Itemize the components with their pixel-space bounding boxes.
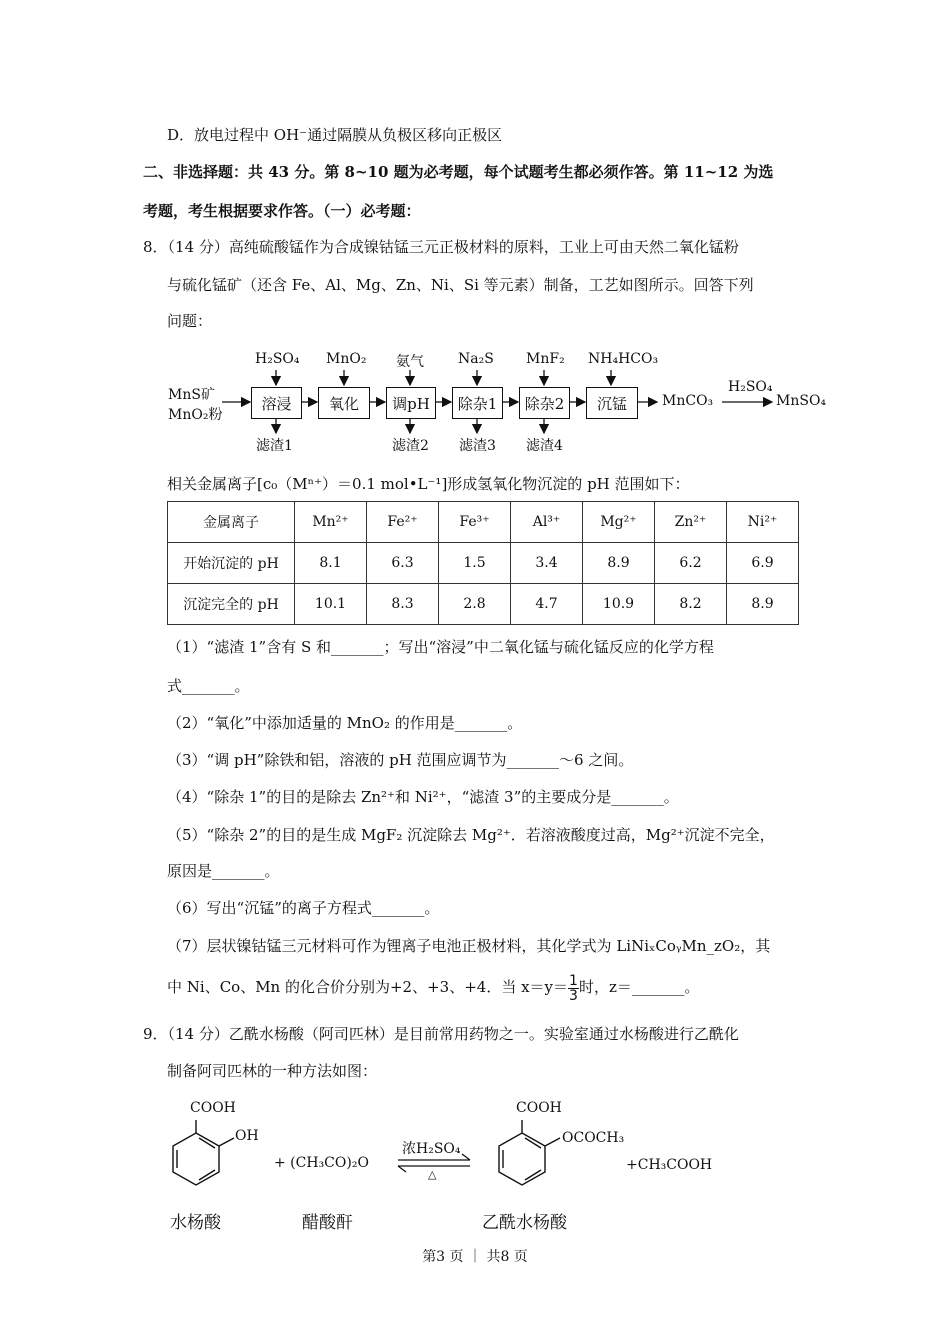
q8-sub7-line1: （7）层状镍钴锰三元材料可作为锂离子电池正极材料，其化学式为 LiNiₓCoᵧMn_zO₂，其 bbox=[167, 937, 771, 955]
label-aspirin: 乙酰水杨酸 bbox=[482, 1213, 567, 1233]
table-cell: 8.1 bbox=[295, 543, 367, 584]
q8-line2: 与硫化锰矿（还含 Fe、Al、Mg、Zn、Ni、Si 等元素）制备，工艺如图所示。回答下列 bbox=[167, 276, 754, 294]
table-cell: 10.1 bbox=[295, 584, 367, 625]
reagent-mnf2: MnF₂ bbox=[526, 351, 565, 367]
reagent-h2so4: H₂SO₄ bbox=[255, 351, 300, 367]
table-cell: 6.9 bbox=[727, 543, 799, 584]
table-header-cell: Mg²⁺ bbox=[583, 502, 655, 543]
q8-sub4: （4）“除杂 1”的目的是除去 Zn²⁺和 Ni²⁺，“滤渣 3”的主要成分是_______。 bbox=[167, 788, 679, 806]
aspirin-ring bbox=[499, 1120, 560, 1185]
table-cell: 6.3 bbox=[367, 543, 439, 584]
q8-sub5-line1: （5）“除杂 2”的目的是生成 MgF₂ 沉淀除去 Mg²⁺．若溶液酸度过高，Mg²⁺沉淀不完全， bbox=[167, 826, 775, 844]
condition-heat: △ bbox=[428, 1168, 437, 1181]
reagent-ammonia: 氨气 bbox=[396, 354, 424, 370]
product-mnso4: MnSO₄ bbox=[776, 393, 827, 409]
step-purify-1: 除杂1 bbox=[452, 387, 503, 419]
q8-sub5-line2: 原因是_______。 bbox=[167, 862, 280, 880]
residue-3: 滤渣3 bbox=[459, 438, 496, 454]
flow-input-mno2: MnO₂粉 bbox=[168, 407, 223, 423]
q9-line1: 9．（14 分）乙酰水杨酸（阿司匹林）是目前常用药物之一。实验室通过水杨酸进行乙酰化 bbox=[143, 1025, 739, 1043]
acetic-acid-byproduct: +CH₃COOH bbox=[626, 1157, 713, 1173]
acetic-anhydride: + (CH₃CO)₂O bbox=[274, 1155, 369, 1171]
table-cell: 8.2 bbox=[655, 584, 727, 625]
table-header-cell: Fe³⁺ bbox=[439, 502, 511, 543]
table-cell: 1.5 bbox=[439, 543, 511, 584]
q8-line3: 问题： bbox=[167, 312, 213, 330]
table-header-cell: Ni²⁺ bbox=[727, 502, 799, 543]
reagent-nh4hco3: NH₄HCO₃ bbox=[588, 351, 659, 367]
option-d: D．放电过程中 OH⁻通过隔膜从负极区移向正极区 bbox=[167, 126, 503, 144]
condition-sulfuric-acid: 浓H₂SO₄ bbox=[402, 1141, 461, 1157]
salicylic-cooh: COOH bbox=[190, 1100, 236, 1116]
reagent-mno2: MnO₂ bbox=[326, 351, 367, 367]
section-heading-line2: 考题，考生根据要求作答。（一）必考题： bbox=[143, 202, 421, 220]
label-acetic-anhydride: 醋酸酐 bbox=[302, 1213, 353, 1233]
reagent-na2s: Na₂S bbox=[458, 351, 494, 367]
table-cell: 4.7 bbox=[511, 584, 583, 625]
step-oxidize: 氧化 bbox=[318, 387, 370, 419]
salicylic-oh: OH bbox=[235, 1128, 259, 1144]
table-cell: 3.4 bbox=[511, 543, 583, 584]
residue-1: 滤渣1 bbox=[256, 438, 293, 454]
table-intro: 相关金属离子[c₀（Mⁿ⁺）＝0.1 mol•L⁻¹]形成氢氧化物沉淀的 pH 范围如下： bbox=[167, 475, 690, 493]
q8-sub6: （6）写出“沉锰”的离子方程式_______。 bbox=[167, 899, 440, 917]
flow-input-mns: MnS矿 bbox=[168, 387, 215, 403]
table-header-cell: Fe²⁺ bbox=[367, 502, 439, 543]
table-cell: 8.9 bbox=[727, 584, 799, 625]
q8-sub3: （3）“调 pH”除铁和铝，溶液的 pH 范围应调节为_______～6 之间。 bbox=[167, 751, 634, 769]
aspirin-ococh3: OCOCH₃ bbox=[562, 1130, 625, 1146]
table-cell: 8.9 bbox=[583, 543, 655, 584]
step-adjust-ph: 调pH bbox=[386, 387, 436, 419]
fraction-numerator: 1 bbox=[569, 972, 578, 989]
q8-sub1-line1: （1）“滤渣 1”含有 S 和_______；写出“溶浸”中二氧化锰与硫化锰反应的化学方程 bbox=[167, 638, 714, 656]
salicylic-acid-ring bbox=[173, 1120, 234, 1185]
arrow-reagent-h2so4: H₂SO₄ bbox=[728, 379, 773, 395]
table-cell: 2.8 bbox=[439, 584, 511, 625]
page-footer: 第3 页 ｜ 共8 页 bbox=[422, 1249, 528, 1265]
table-header-cell: 金属离子 bbox=[168, 502, 295, 543]
q8-sub1-line2: 式_______。 bbox=[167, 677, 250, 695]
table-cell: 8.3 bbox=[367, 584, 439, 625]
step-precipitate-mn: 沉锰 bbox=[586, 387, 638, 419]
step-dissolve: 溶浸 bbox=[251, 387, 302, 419]
table-cell: 沉淀完全的 pH bbox=[168, 584, 295, 625]
q9-line2: 制备阿司匹林的一种方法如图： bbox=[167, 1062, 378, 1080]
table-header-cell: Mn²⁺ bbox=[295, 502, 367, 543]
section-heading-line1: 二、非选择题：共 43 分。第 8~10 题为必考题，每个试题考生都必须作答。第 11~12 为选 bbox=[143, 163, 774, 181]
label-salicylic-acid: 水杨酸 bbox=[170, 1213, 221, 1233]
residue-2: 滤渣2 bbox=[392, 438, 429, 454]
q8-sub7-text-post: 时，z＝_______。 bbox=[578, 978, 700, 996]
residue-4: 滤渣4 bbox=[526, 438, 563, 454]
table-cell: 10.9 bbox=[583, 584, 655, 625]
q8-line1: 8．（14 分）高纯硫酸锰作为合成镍钴锰三元正极材料的原料，工业上可由天然二氧化锰粉 bbox=[143, 238, 739, 256]
table-cell: 6.2 bbox=[655, 543, 727, 584]
q8-sub7-text-pre: 中 Ni、Co、Mn 的化合价分别为+2、+3、+4．当 x＝y＝ bbox=[167, 978, 569, 996]
fraction-denominator: 3 bbox=[569, 987, 578, 1004]
q8-sub2: （2）“氧化”中添加适量的 MnO₂ 的作用是_______。 bbox=[167, 714, 523, 732]
product-mnco3: MnCO₃ bbox=[662, 393, 714, 409]
table-cell: 开始沉淀的 pH bbox=[168, 543, 295, 584]
aspirin-cooh: COOH bbox=[516, 1100, 562, 1116]
step-purify-2: 除杂2 bbox=[519, 387, 570, 419]
table-header-cell: Zn²⁺ bbox=[655, 502, 727, 543]
table-header-cell: Al³⁺ bbox=[511, 502, 583, 543]
